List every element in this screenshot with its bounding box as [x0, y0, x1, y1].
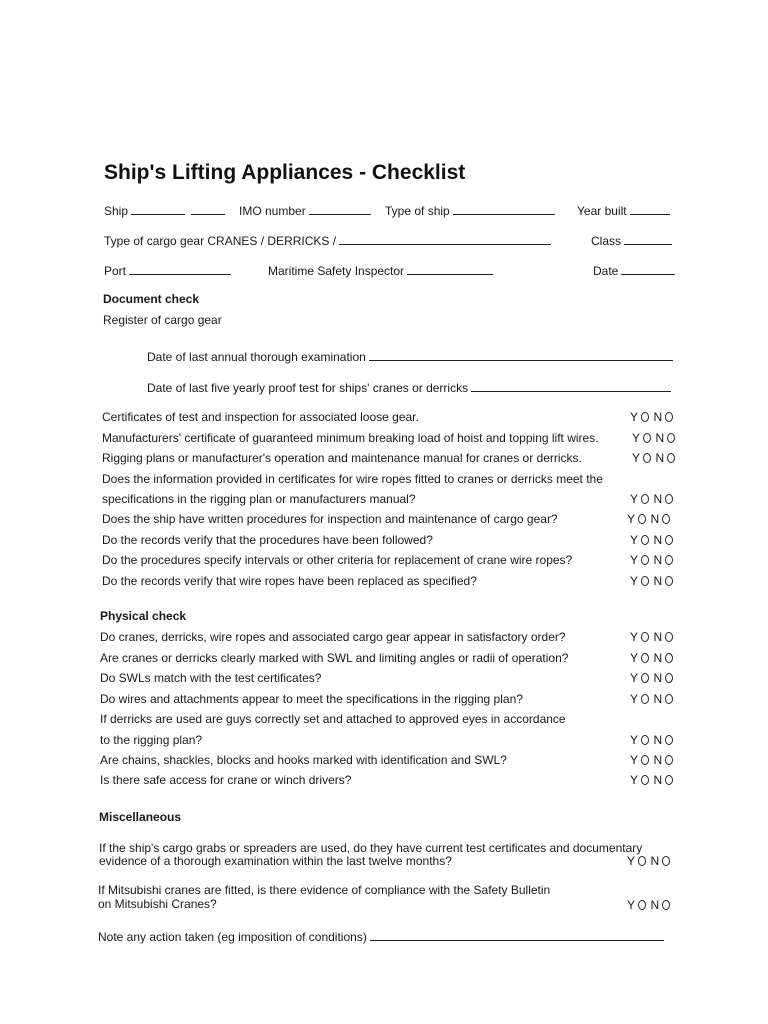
date-blank[interactable]	[621, 263, 675, 275]
note-label: Note any action taken (eg imposition of conditions)	[98, 930, 367, 944]
no-label: N	[650, 898, 660, 912]
document-check-heading: Document check	[103, 292, 200, 306]
yes-radio[interactable]	[638, 856, 646, 866]
no-radio[interactable]	[665, 673, 673, 683]
no-label: N	[653, 533, 663, 547]
yes-radio[interactable]	[641, 694, 649, 704]
yes-label: Y	[630, 492, 639, 506]
misc-question-1-line-1: If the ship's cargo grabs or spreaders are used, do they have current test certificates and documentary	[99, 841, 643, 855]
yes-label: Y	[630, 651, 639, 665]
page-title: Ship's Lifting Appliances - Checklist	[104, 161, 466, 184]
ship-blank-2[interactable]	[191, 203, 225, 215]
doc-question: Do the records verify that the procedures have been followed?	[102, 533, 433, 547]
phys-question: to the rigging plan?	[100, 733, 203, 747]
no-radio[interactable]	[665, 653, 673, 663]
year-built-blank[interactable]	[630, 203, 670, 215]
yes-radio[interactable]	[643, 453, 651, 463]
miscellaneous-heading: Miscellaneous	[99, 810, 182, 824]
no-radio[interactable]	[665, 694, 673, 704]
no-radio[interactable]	[665, 535, 673, 545]
yes-radio[interactable]	[641, 494, 649, 504]
imo-field[interactable]	[239, 203, 371, 218]
type-of-ship-blank[interactable]	[453, 203, 555, 215]
yes-label: Y	[630, 773, 639, 787]
yes-label: Y	[630, 533, 639, 547]
no-label: N	[653, 733, 663, 747]
cargo-gear-label: Type of cargo gear CRANES / DERRICKS /	[104, 234, 337, 248]
port-label: Port	[104, 264, 127, 278]
yes-no-group[interactable]	[630, 692, 678, 706]
no-radio[interactable]	[667, 433, 675, 443]
ship-blank[interactable]	[131, 203, 185, 215]
no-label: N	[653, 692, 663, 706]
no-radio[interactable]	[665, 735, 673, 745]
inspector-label: Maritime Safety Inspector	[268, 264, 405, 278]
imo-label: IMO number	[239, 204, 306, 218]
no-radio[interactable]	[667, 453, 675, 463]
yes-no-group[interactable]	[630, 492, 678, 506]
yes-no-group[interactable]	[627, 512, 675, 526]
cargo-gear-blank[interactable]	[339, 233, 551, 245]
proof-test-label: Date of last five yearly proof test for ships' cranes or derricks	[147, 381, 469, 395]
date-field[interactable]	[593, 263, 675, 278]
no-radio[interactable]	[665, 576, 673, 586]
no-label: N	[653, 773, 663, 787]
misc-question-2-line-2: on Mitsubishi Cranes?	[98, 897, 217, 911]
phys-question: Is there safe access for crane or winch drivers?	[100, 773, 352, 787]
doc-question: Does the information provided in certificates for wire ropes fitted to cranes or derricks meet the	[102, 472, 603, 486]
yes-no-group[interactable]	[630, 553, 678, 567]
inspector-blank[interactable]	[407, 263, 493, 275]
doc-question: specifications in the rigging plan or manufacturers manual?	[102, 492, 416, 506]
yes-no-group[interactable]	[632, 451, 680, 465]
class-field[interactable]	[591, 233, 672, 248]
no-radio[interactable]	[662, 900, 670, 910]
yes-label: Y	[630, 671, 639, 685]
phys-question: Are chains, shackles, blocks and hooks marked with identification and SWL?	[100, 753, 507, 767]
yes-radio[interactable]	[643, 433, 651, 443]
yes-label: Y	[630, 630, 639, 644]
no-label: N	[653, 671, 663, 685]
proof-test-blank[interactable]	[471, 380, 671, 392]
yes-radio[interactable]	[641, 555, 649, 565]
no-label: N	[653, 553, 663, 567]
type-of-ship-label: Type of ship	[385, 204, 450, 218]
yes-radio[interactable]	[641, 412, 649, 422]
no-label: N	[653, 410, 663, 424]
annual-exam-field[interactable]	[147, 349, 673, 364]
doc-question: Manufacturers' certificate of guaranteed minimum breaking load of hoist and topping lift wires.	[102, 431, 599, 445]
yes-label: Y	[632, 431, 641, 445]
yes-no-group[interactable]	[630, 651, 678, 665]
class-blank[interactable]	[624, 233, 672, 245]
no-label: N	[653, 492, 663, 506]
yes-radio[interactable]	[638, 900, 646, 910]
phys-question: Are cranes or derricks clearly marked with SWL and limiting angles or radii of operation?	[100, 651, 569, 665]
no-label: N	[655, 431, 665, 445]
note-blank[interactable]	[370, 929, 664, 941]
yes-radio[interactable]	[641, 632, 649, 642]
phys-question: Do cranes, derricks, wire ropes and associated cargo gear appear in satisfactory order?	[100, 630, 566, 644]
yes-radio[interactable]	[641, 576, 649, 586]
ship-label: Ship	[104, 204, 129, 218]
year-built-label: Year built	[577, 204, 627, 218]
yes-radio[interactable]	[641, 673, 649, 683]
port-blank[interactable]	[129, 263, 231, 275]
no-radio[interactable]	[665, 632, 673, 642]
yes-radio[interactable]	[641, 755, 649, 765]
yes-no-group[interactable]	[630, 574, 678, 588]
yes-label: Y	[627, 898, 636, 912]
yes-label: Y	[632, 451, 641, 465]
doc-question: Does the ship have written procedures for inspection and maintenance of cargo gear?	[102, 512, 558, 526]
yes-radio[interactable]	[641, 535, 649, 545]
yes-no-group[interactable]	[630, 733, 678, 747]
misc-question-2-line-1: If Mitsubishi cranes are fitted, is there evidence of compliance with the Safety Bulletin	[98, 883, 551, 897]
phys-question: Do SWLs match with the test certificates?	[100, 671, 322, 685]
annual-exam-label: Date of last annual thorough examination	[147, 350, 366, 364]
no-radio[interactable]	[665, 555, 673, 565]
annual-exam-blank[interactable]	[369, 349, 673, 361]
no-radio[interactable]	[662, 856, 670, 866]
yes-no-group[interactable]	[630, 671, 678, 685]
note-field[interactable]	[98, 929, 664, 944]
physical-check-heading: Physical check	[100, 609, 187, 623]
misc-question-1-line-2: evidence of a thorough examination within the last twelve months?	[99, 854, 452, 868]
inspector-field[interactable]	[268, 263, 493, 278]
no-label: N	[653, 630, 663, 644]
port-field[interactable]	[104, 263, 231, 278]
yes-label: Y	[627, 854, 636, 868]
yes-no-group[interactable]	[627, 898, 675, 912]
no-label: N	[650, 854, 660, 868]
proof-test-field[interactable]	[147, 380, 671, 395]
yes-no-group[interactable]	[630, 410, 678, 424]
yes-radio[interactable]	[641, 653, 649, 663]
type-of-ship-field[interactable]	[385, 203, 555, 218]
cargo-gear-field[interactable]	[104, 233, 551, 248]
no-label: N	[653, 651, 663, 665]
no-label: N	[653, 753, 663, 767]
yes-label: Y	[627, 512, 636, 526]
doc-question: Certificates of test and inspection for associated loose gear.	[102, 410, 419, 424]
register-label: Register of cargo gear	[103, 313, 222, 327]
yes-label: Y	[630, 692, 639, 706]
ship-field[interactable]	[104, 203, 225, 218]
yes-label: Y	[630, 733, 639, 747]
yes-no-group[interactable]	[630, 773, 678, 787]
no-label: N	[653, 574, 663, 588]
doc-question: Do the procedures specify intervals or other criteria for replacement of crane wire ropes?	[102, 553, 573, 567]
doc-question: Rigging plans or manufacturer's operation and maintenance manual for cranes or derricks.	[102, 451, 582, 465]
yes-no-group[interactable]	[630, 630, 678, 644]
no-radio[interactable]	[665, 412, 673, 422]
yes-label: Y	[630, 574, 639, 588]
class-label: Class	[591, 234, 622, 248]
yes-label: Y	[630, 553, 639, 567]
yes-radio[interactable]	[638, 514, 646, 524]
phys-question: Do wires and attachments appear to meet the specifications in the rigging plan?	[100, 692, 523, 706]
imo-blank[interactable]	[309, 203, 371, 215]
no-label: N	[650, 512, 660, 526]
yes-no-group[interactable]	[630, 533, 678, 547]
yes-no-group[interactable]	[630, 753, 678, 767]
date-label: Date	[593, 264, 619, 278]
no-radio[interactable]	[665, 775, 673, 785]
yes-no-group[interactable]	[632, 431, 680, 445]
yes-label: Y	[630, 410, 639, 424]
no-radio[interactable]	[665, 755, 673, 765]
yes-no-group[interactable]	[627, 854, 675, 868]
doc-question: Do the records verify that wire ropes have been replaced as specified?	[102, 574, 477, 588]
no-label: N	[655, 451, 665, 465]
no-radio[interactable]	[665, 494, 673, 504]
yes-radio[interactable]	[641, 735, 649, 745]
yes-radio[interactable]	[641, 775, 649, 785]
yes-label: Y	[630, 753, 639, 767]
no-radio[interactable]	[662, 514, 670, 524]
phys-question: If derricks are used are guys correctly set and attached to approved eyes in accordance	[100, 712, 566, 726]
year-built-field[interactable]	[577, 203, 670, 218]
